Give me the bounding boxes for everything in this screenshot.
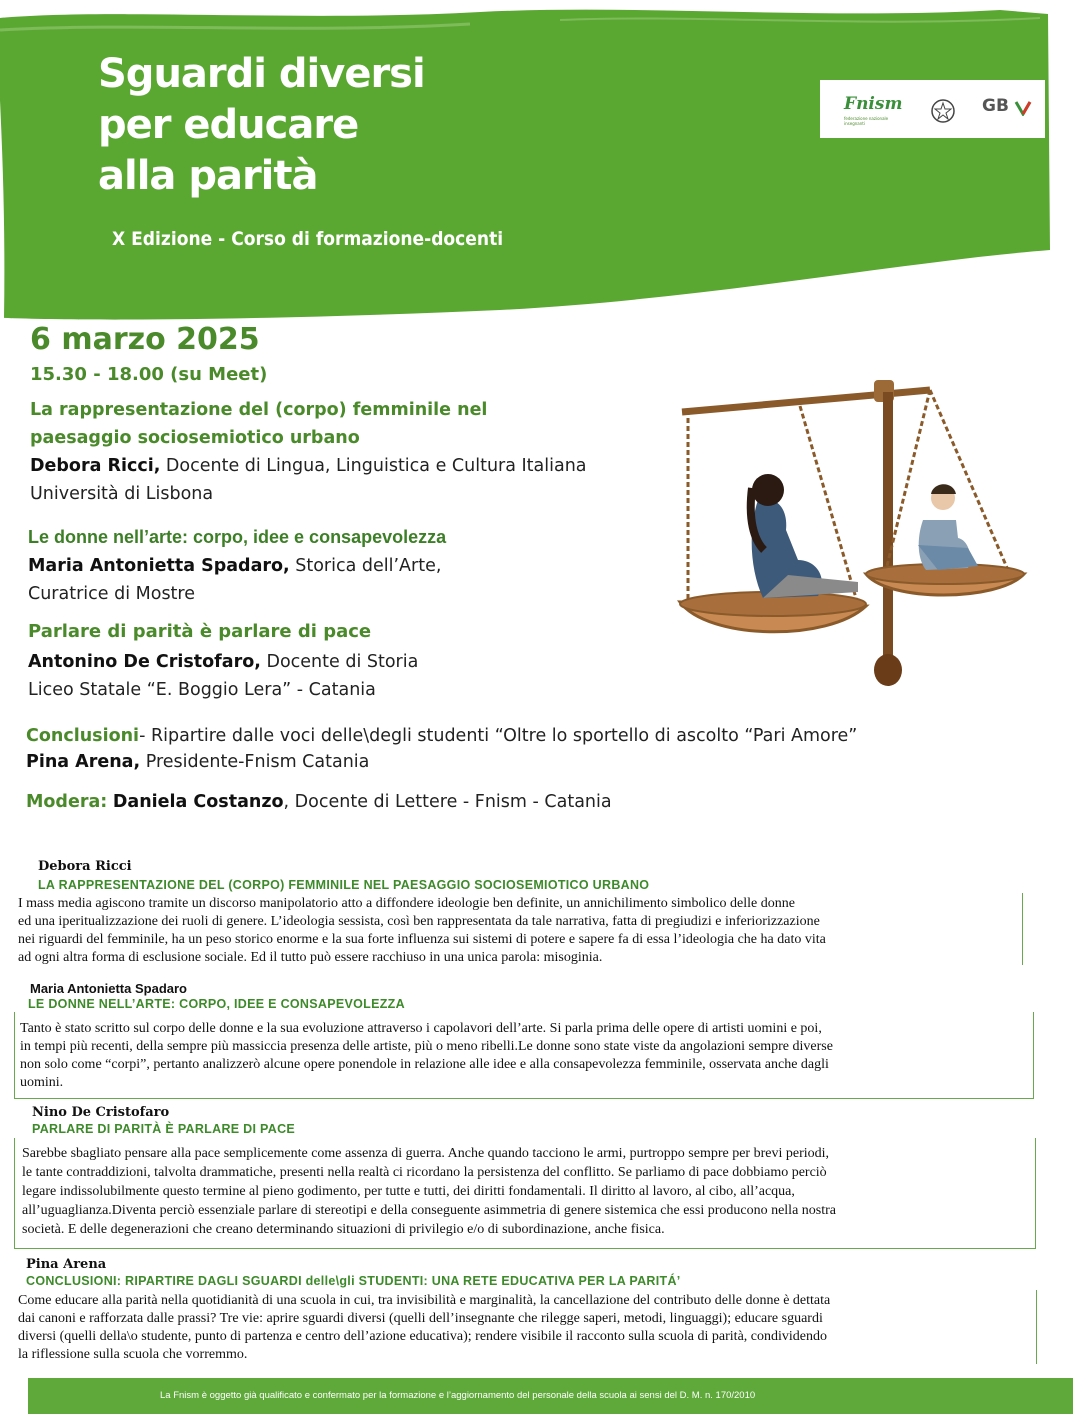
abstract3-line: società. E delle degenerazioni che creano determinando situazioni di privilegio e/o di subordinazione, anche fisica. <box>22 1222 665 1237</box>
title-line-1: Sguardi diversi <box>98 51 425 97</box>
event-date: 6 marzo 2025 <box>30 322 260 357</box>
talk1-title <box>30 396 590 452</box>
conclusions-speaker-line <box>26 748 369 776</box>
conclusions-line <box>26 722 857 750</box>
abstract4-line: dai canoni e rafforzata dalle prassi? Tre vie: aprire sguardi diversi (quelli dell’insegnante che rilegge saperi, metodi, linguaggi); educare sguardi <box>18 1311 823 1326</box>
abstract1-heading: LA RAPPRESENTAZIONE DEL (CORPO) FEMMINILE NEL PAESAGGIO SOCIOSEMIOTICO URBANO <box>38 878 650 892</box>
moderator-role: , Docente di Lettere - Fnism - Catania <box>283 792 612 812</box>
edition-subtitle: X Edizione - Corso di formazione-docenti <box>112 228 504 250</box>
abstract1-line: nei riguardi del femminile, ha un peso storico enorme e la sua forte influenza sui sistemi di potere e sapere fa di essa l’ideologia che ha dato vita <box>18 932 826 947</box>
fnism-logo-subtitle: federazione nazionale insegnanti <box>844 116 889 126</box>
balance-scales-illustration <box>668 370 1048 700</box>
abstract3-heading: PARLARE DI PARITÀ È PARLARE DI PACE <box>32 1122 296 1136</box>
gb-logo: GB <box>982 96 1009 116</box>
talk1-title-line1: La rappresentazione del (corpo) femminile nel <box>30 400 488 420</box>
abstract3-body <box>22 1144 1032 1239</box>
event-time: 15.30 - 18.00 (su Meet) <box>30 364 268 385</box>
abstract4-body <box>18 1292 1038 1364</box>
abstract1-line: I mass media agiscono tramite un discorso manipolatorio atto a diffondere ideologie ben definite, un annichilimento simbolico delle donne <box>18 896 795 911</box>
talk1-speaker: Debora Ricci, <box>30 456 161 476</box>
abstract4-name: Pina Arena <box>26 1257 107 1272</box>
sponsor-logos <box>838 94 1048 136</box>
conclusions-text: - Ripartire dalle voci delle\degli studenti “Oltre lo sportello di ascolto “Pari Amore” <box>139 726 858 746</box>
conclusions-speaker: Pina Arena, <box>26 752 141 772</box>
conclusions-role: Presidente-Fnism Catania <box>140 752 370 772</box>
abstract4-line: diversi (quelli della\o studente, punto di partenza e centro dell’azione educativa); rendere visibile il racconto sulla scuola di parità, condividendo <box>18 1329 827 1344</box>
talk2-speaker-line <box>28 552 441 580</box>
abstract1-line: ad ogni altra forma di esclusione sociale. Ed il tutto può essere racchiuso in una unica parola: misoginia. <box>18 950 603 965</box>
title-line-3: alla parità <box>98 153 318 199</box>
moderator-label: Modera: <box>26 792 108 812</box>
abstract3-name: Nino De Cristofaro <box>32 1105 170 1120</box>
talk3-speaker-line <box>28 648 418 676</box>
abstract3-line: legare indissolubilmente questo termine al pieno godimento, per tutte e tutti, dei diritti fondamentali. Il diritto al lavoro, al cibo, all’acqua, <box>22 1184 795 1199</box>
moderator-speaker: Daniela Costanzo <box>112 792 284 812</box>
abstract1-line: ed una iperitualizzazione dei ruoli di genere. L’ideologia sessista, così ben rappresentata da tale narrativa, fatta di pregiudizi e inferiorizzazione <box>18 914 820 929</box>
abstract4-line: la riflessione sulla scuola che vorremmo. <box>18 1347 248 1362</box>
abstract3-line: le tante contraddizioni, talvolta drammatiche, presenti nella realtà ci ricordano la persistenza del conflitto. Se parliamo di pace dobbiamo perciò <box>22 1165 827 1180</box>
moderator-line <box>26 788 612 816</box>
talk2-affiliation: Curatrice di Mostre <box>28 584 195 604</box>
talk2-speaker: Maria Antonietta Spadaro, <box>28 556 290 576</box>
talk1-title-line2: paesaggio sociosemiotico urbano <box>30 428 360 448</box>
talk3-speaker: Antonino De Cristofaro, <box>28 652 261 672</box>
abstract2-line: non solo come “corpi”, pertanto analizzerò alcune opere ponendole in relazione alle idee e alla consapevolezza femminile, osservata anche dagli <box>20 1057 829 1072</box>
abstract4-line: Come educare alla parità nella quotidianità di una scuola in cui, tra invisibilità e marginalità, la cancellazione del contributo delle donne è dettata <box>18 1293 831 1308</box>
abstract1-body <box>18 895 1028 967</box>
abstract2-line: in tempi più recenti, della sempre più massiccia presenza delle artiste, più o meno ribelli.Le donne sono state viste da angolazioni sempre diverse <box>20 1039 833 1054</box>
abstract3-line: Sarebbe sbagliato pensare alla pace semplicemente come assenza di guerra. Anche quando tacciono le armi, purtroppo sempre per brevi periodi, <box>22 1146 830 1161</box>
talk3-affiliation: Liceo Statale “E. Boggio Lera” - Catania <box>28 680 376 700</box>
abstract2-name: Maria Antonietta Spadaro <box>30 981 187 996</box>
conclusions-label: Conclusioni <box>26 726 140 746</box>
talk1-role: Docente di Lingua, Linguistica e Cultura Italiana <box>160 456 587 476</box>
talk3-role: Docente di Storia <box>260 652 419 672</box>
talk2-title: Le donne nell’arte: corpo, idee e consapevolezza <box>28 527 447 547</box>
abstract2-line: uomini. <box>20 1075 64 1090</box>
talk1-speaker-line <box>30 452 587 480</box>
fnism-logo: Fnism <box>844 94 903 114</box>
talk1-affiliation: Università di Lisbona <box>30 484 214 504</box>
abstract2-body <box>20 1020 1030 1092</box>
gb-logo-mark-icon <box>1014 100 1032 116</box>
abstract1-name: Debora Ricci <box>38 859 132 874</box>
abstract2-heading: LE DONNE NELL’ARTE: CORPO, IDEE E CONSAPEVOLEZZA <box>28 997 405 1011</box>
italian-republic-emblem-icon <box>930 98 956 124</box>
title-line-2: per educare <box>98 102 359 148</box>
footer-text: La Fnism è oggetto già qualificato e confermato per la formazione e l’aggiornamento del personale della scuola ai sensi del D. M. n. 170/2010 <box>160 1390 756 1401</box>
abstract3-line: all’uguaglianza.Diventa perciò essenziale parlare di stereotipi e della conseguente asimmetria di genere sistemica che essi producono nella nostra <box>22 1203 837 1218</box>
talk3-title: Parlare di parità è parlare di pace <box>28 621 372 642</box>
abstract2-line: Tanto è stato scritto sul corpo delle donne e la sua evoluzione attraverso i capolavori dell’arte. Si parla prima delle opere di artisti uomini e poi, <box>20 1021 822 1036</box>
abstract4-heading: CONCLUSIONI: RIPARTIRE DAGLI SGUARDI delle\gli STUDENTI: UNA RETE EDUCATIVA PER LA PARITÁ’ <box>26 1274 681 1288</box>
talk2-role: Storica dell’Arte, <box>289 556 442 576</box>
